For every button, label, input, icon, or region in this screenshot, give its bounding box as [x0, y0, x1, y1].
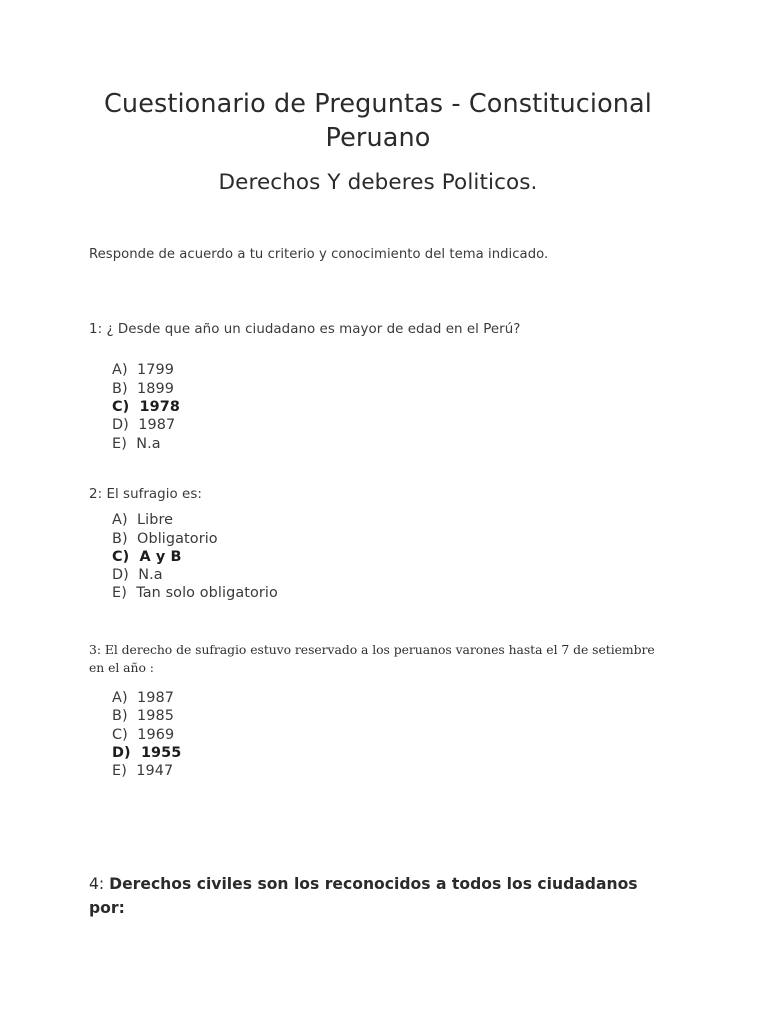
- question-1-number: 1:: [89, 321, 103, 337]
- question-1-options: [112, 361, 667, 452]
- question-2-body: El sufragio es:: [106, 486, 202, 502]
- option-item[interactable]: D) 1987: [112, 417, 176, 434]
- question-3: [89, 641, 667, 781]
- question-4: [89, 873, 667, 920]
- page-subtitle: Derechos Y deberes Politicos.: [218, 170, 538, 196]
- question-2-number: 2:: [89, 486, 103, 502]
- question-1-text: [89, 320, 667, 339]
- page-title: [89, 88, 667, 155]
- spacer: [89, 678, 667, 689]
- option-item-selected[interactable]: C) A y B: [112, 548, 182, 565]
- page-title-line-1: Cuestionario de Preguntas - Constitucional: [104, 89, 652, 119]
- title-block: [89, 0, 667, 197]
- option-item[interactable]: A) 1799: [112, 362, 175, 379]
- option-item[interactable]: E) 1947: [112, 763, 174, 780]
- question-3-options: [112, 689, 667, 780]
- question-4-body: Derechos civiles son los reconocidos a todos los ciudadanos por:: [89, 875, 638, 917]
- question-2-text: [89, 485, 667, 504]
- spacer: [89, 780, 667, 873]
- spacer: [89, 278, 667, 320]
- option-item[interactable]: C) 1969: [112, 726, 175, 743]
- option-item[interactable]: B) 1899: [112, 380, 175, 397]
- option-item[interactable]: B) Obligatorio: [112, 530, 218, 547]
- option-item-selected[interactable]: D) 1955: [112, 744, 182, 761]
- question-2-options: [112, 511, 667, 602]
- option-item[interactable]: A) 1987: [112, 689, 175, 706]
- option-item-selected[interactable]: C) 1978: [112, 398, 181, 415]
- option-item[interactable]: E) N.a: [112, 435, 161, 452]
- page-title-line-2: Peruano: [325, 122, 431, 153]
- question-4-number: 4:: [89, 875, 105, 894]
- question-3-body: El derecho de sufragio estuvo reservado a los peruanos varones hasta el 7 de setiembre en el año :: [89, 641, 655, 676]
- option-item[interactable]: D) N.a: [112, 567, 163, 584]
- question-2: [89, 485, 667, 603]
- question-3-number: 3:: [89, 641, 101, 657]
- question-3-text: [89, 641, 667, 678]
- spacer: [89, 339, 667, 361]
- option-item[interactable]: E) Tan solo obligatorio: [112, 585, 278, 602]
- option-item[interactable]: A) Libre: [112, 512, 174, 529]
- question-4-text: [89, 873, 667, 920]
- spacer: [89, 504, 667, 511]
- option-item[interactable]: B) 1985: [112, 708, 175, 725]
- question-1: [89, 320, 667, 453]
- document-content: [89, 0, 667, 920]
- question-1-body: ¿ Desde que año un ciudadano es mayor de edad en el Perú?: [106, 321, 521, 337]
- spacer: [89, 603, 667, 641]
- instructions-text: Responde de acuerdo a tu criterio y conocimiento del tema indicado.: [89, 247, 549, 263]
- spacer: [89, 453, 667, 485]
